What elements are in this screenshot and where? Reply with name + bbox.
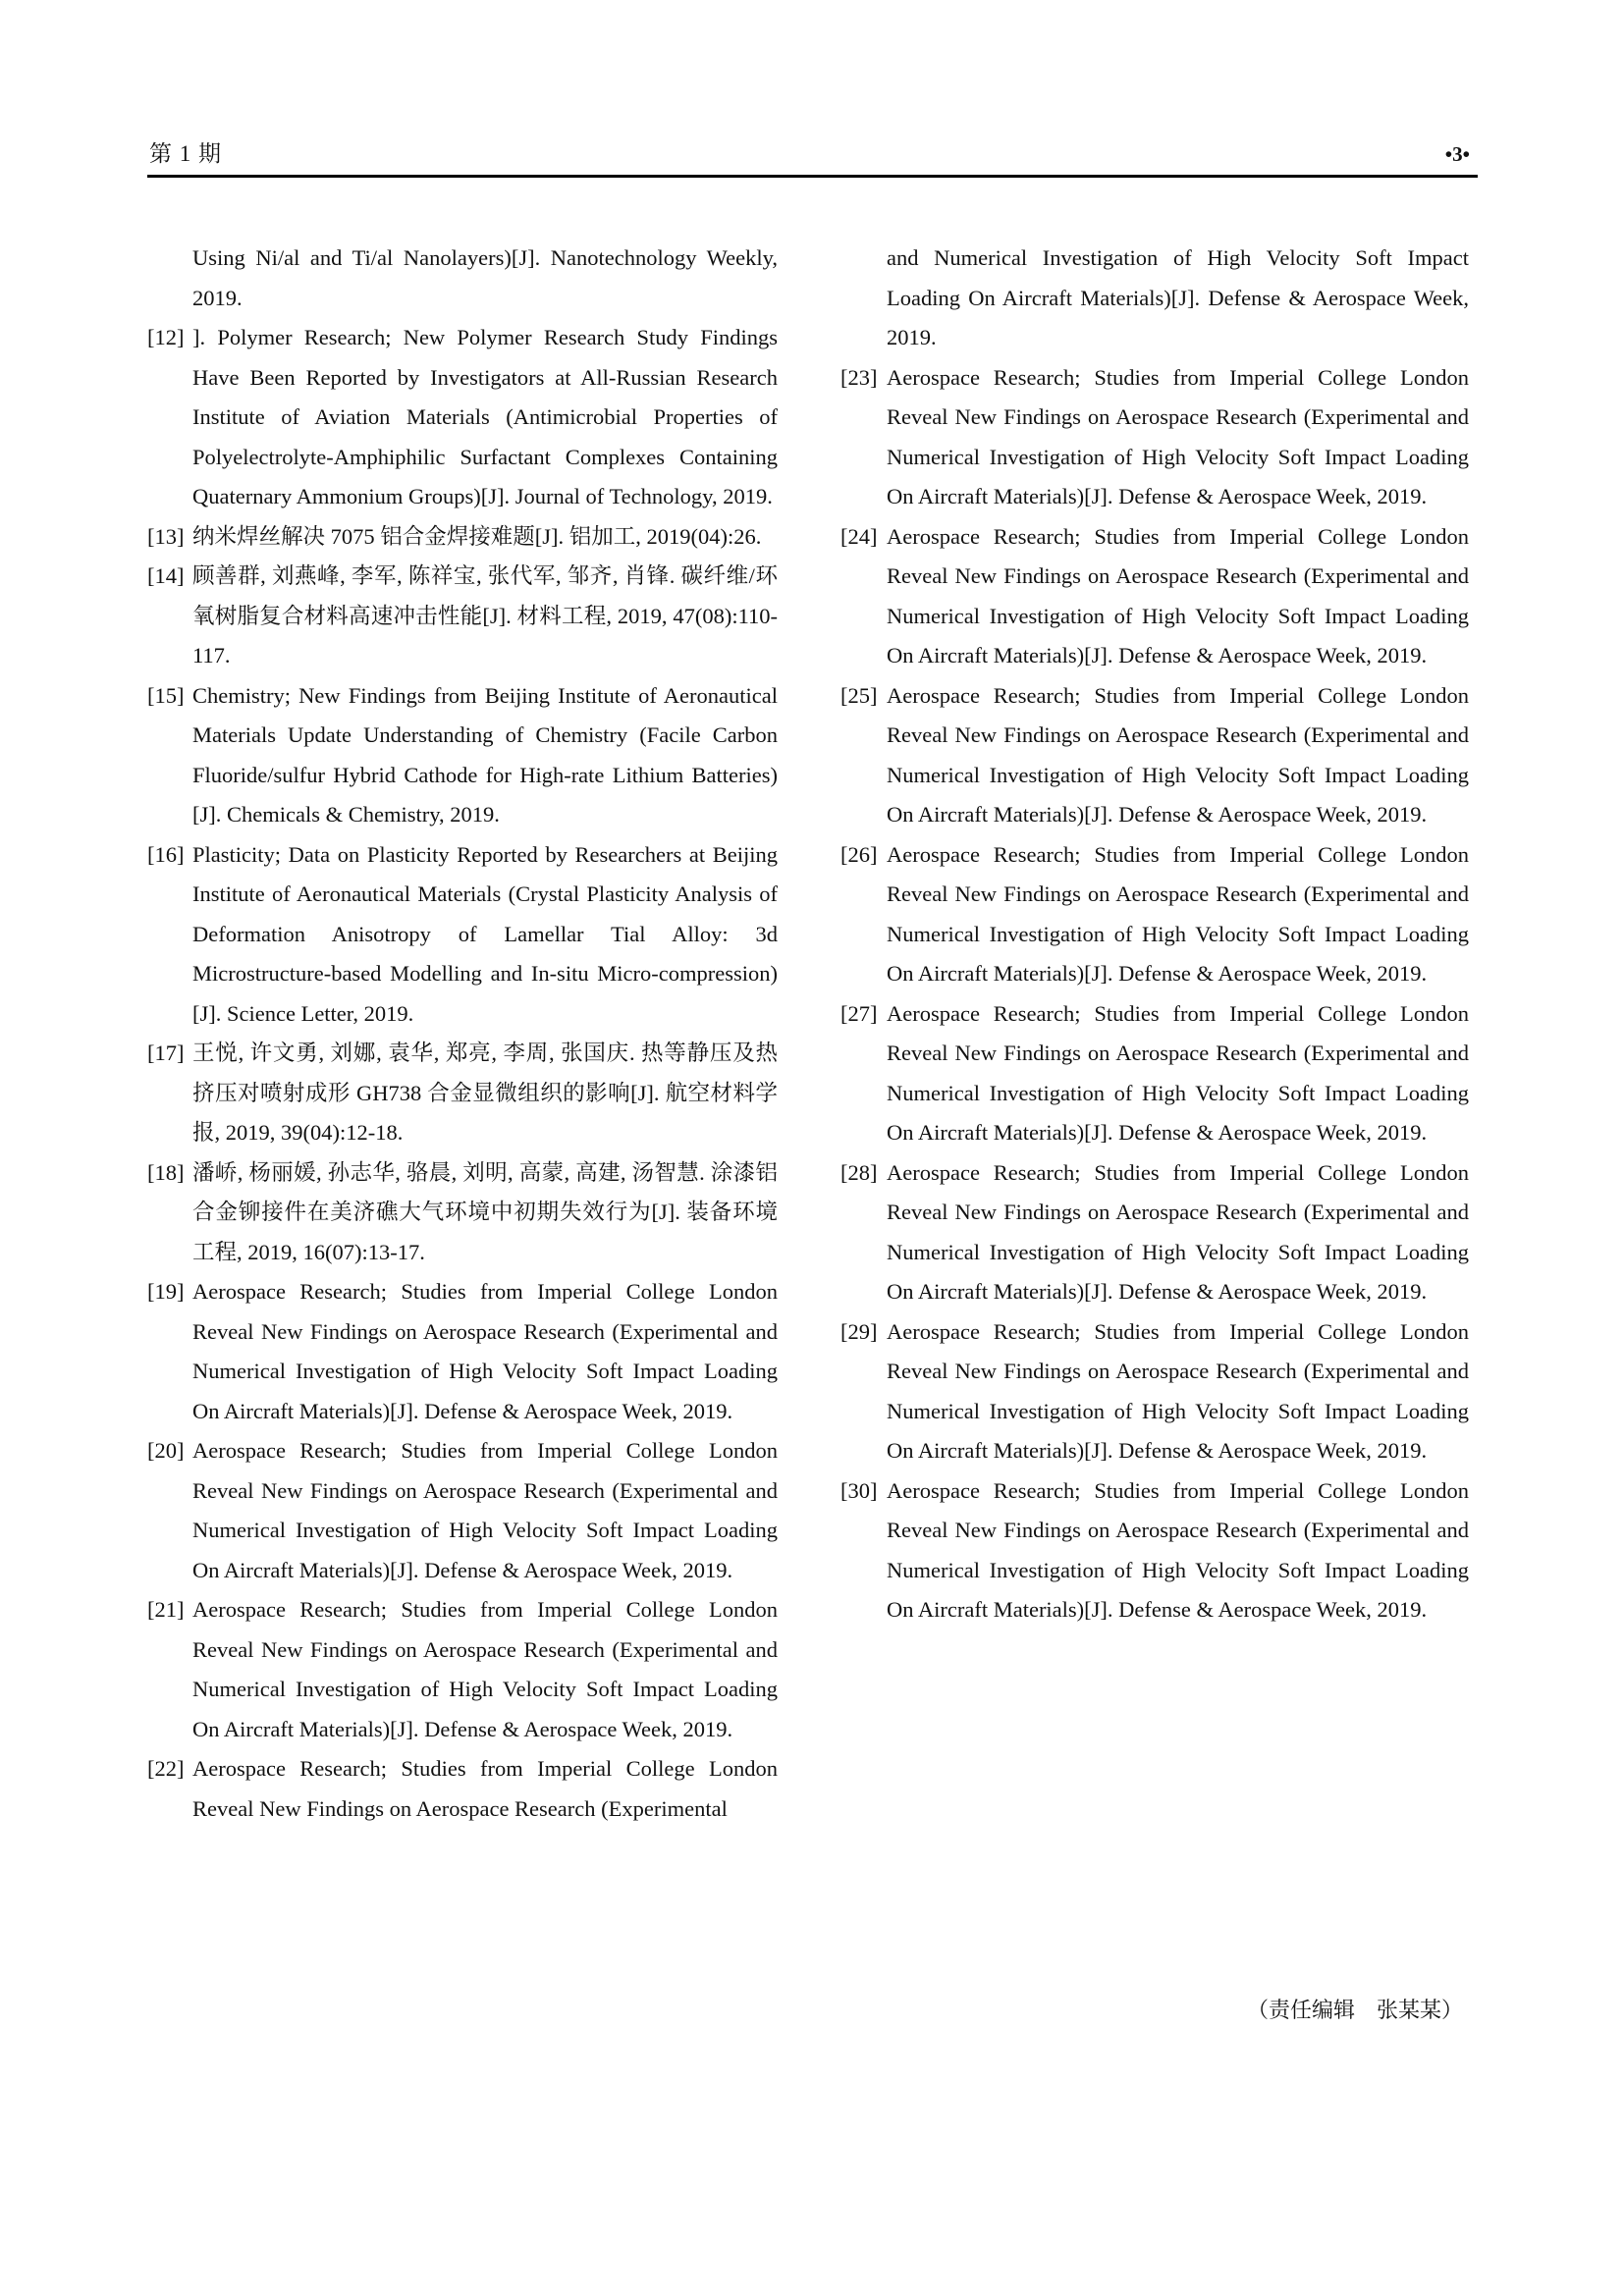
reference-item: [147, 1153, 778, 1273]
reference-number: [28]: [840, 1159, 878, 1185]
reference-text: Aerospace Research; Studies from Imperial College London Reveal New Findings on Aerospace Research (Experimental and Numerical Investigation of High Velocity Soft Impact Loading On Aircraft Materials)[J]. Defense & Aerospace Week, 2019.: [887, 523, 1469, 667]
reference-text: ]. Polymer Research; New Polymer Research Study Findings Have Been Reported by Investigators at All-Russian Research Institute of Aviation Materials (Antimicrobial Properties of Polyelectrolyte-Amphiphilic Surfactant Complexes Containing Quaternary Ammonium Groups)[J]. Journal of Technology, 2019.: [192, 325, 778, 508]
reference-number: [13]: [147, 523, 185, 549]
reference-number: [26]: [840, 841, 878, 867]
reference-item: [840, 835, 1469, 994]
running-header: [147, 134, 1478, 174]
reference-item: [147, 557, 778, 676]
reference-item: [147, 835, 778, 1035]
reference-list-left: [147, 318, 778, 1829]
reference-item: [147, 517, 778, 558]
page-number: •3•: [1444, 142, 1470, 166]
reference-item: [840, 1471, 1469, 1630]
reference-item: [840, 358, 1469, 517]
reference-number: [29]: [840, 1318, 878, 1344]
reference-number: [15]: [147, 682, 185, 708]
issue-label: 第 1 期: [149, 141, 222, 166]
reference-text: Aerospace Research; Studies from Imperial College London Reveal New Findings on Aerospace Research (Experimental: [192, 1756, 778, 1821]
reference-number: [16]: [147, 841, 185, 867]
reference-text: 潘峤, 杨丽媛, 孙志华, 骆晨, 刘明, 高蒙, 高建, 汤智慧. 涂漆铝合金铆接件在美济礁大气环境中初期失效行为[J]. 装备环境工程, 2019, 16(07):13-17.: [192, 1159, 778, 1264]
reference-continuation: [840, 239, 1469, 358]
reference-item: [147, 318, 778, 517]
reference-number: [25]: [840, 682, 878, 708]
reference-text: Aerospace Research; Studies from Imperial College London Reveal New Findings on Aerospace Research (Experimental and Numerical Investigation of High Velocity Soft Impact Loading On Aircraft Materials)[J]. Defense & Aerospace Week, 2019.: [192, 1597, 778, 1741]
reference-text: Aerospace Research; Studies from Imperial College London Reveal New Findings on Aerospace Research (Experimental and Numerical Investigation of High Velocity Soft Impact Loading On Aircraft Materials)[J]. Defense & Aerospace Week, 2019.: [887, 1318, 1469, 1463]
reference-text: 纳米焊丝解决 7075 铝合金焊接难题[J]. 铝加工, 2019(04):26.: [192, 523, 762, 549]
reference-number: [17]: [147, 1041, 185, 1065]
reference-item: [840, 994, 1469, 1153]
references-right-column: [840, 239, 1469, 1630]
reference-text: Plasticity; Data on Plasticity Reported by Researchers at Beijing Institute of Aeronautical Materials (Crystal Plasticity Analysis of Deformation Anisotropy of Lamellar Tial Alloy: 3d Microstructure-based Modelling and In-situ Micro-compression)[J]. Science Letter, 2019.: [192, 841, 778, 1026]
reference-item: [147, 1034, 778, 1153]
header-rule: [147, 175, 1478, 178]
reference-item: [840, 1312, 1469, 1471]
reference-number: [23]: [840, 364, 878, 390]
reference-item: [147, 1749, 778, 1829]
reference-text: Aerospace Research; Studies from Imperial College London Reveal New Findings on Aerospace Research (Experimental and Numerical Investigation of High Velocity Soft Impact Loading On Aircraft Materials)[J]. Defense & Aerospace Week, 2019.: [887, 1000, 1469, 1145]
reference-item: [840, 676, 1469, 835]
reference-item: [147, 676, 778, 835]
reference-text: and Numerical Investigation of High Velocity Soft Impact Loading On Aircraft Materials)[J]. Defense & Aerospace Week, 2019.: [887, 245, 1469, 349]
reference-number: [20]: [147, 1438, 185, 1463]
reference-text: 顾善群, 刘燕峰, 李军, 陈祥宝, 张代军, 邹齐, 肖锋. 碳纤维/环氧树脂复合材料高速冲击性能[J]. 材料工程, 2019, 47(08):110-117.: [192, 563, 778, 667]
reference-item: [840, 517, 1469, 676]
reference-number: [24]: [840, 523, 878, 549]
reference-number: [30]: [840, 1477, 878, 1503]
reference-item: [147, 1431, 778, 1590]
reference-number: [12]: [147, 325, 185, 349]
reference-continuation: [147, 239, 778, 318]
reference-text: Aerospace Research; Studies from Imperial College London Reveal New Findings on Aerospace Research (Experimental and Numerical Investigation of High Velocity Soft Impact Loading On Aircraft Materials)[J]. Defense & Aerospace Week, 2019.: [887, 682, 1469, 827]
reference-number: [14]: [147, 563, 185, 588]
reference-text: Aerospace Research; Studies from Imperial College London Reveal New Findings on Aerospace Research (Experimental and Numerical Investigation of High Velocity Soft Impact Loading On Aircraft Materials)[J]. Defense & Aerospace Week, 2019.: [887, 841, 1469, 986]
reference-number: [19]: [147, 1279, 185, 1304]
reference-number: [21]: [147, 1597, 185, 1622]
reference-text: Aerospace Research; Studies from Imperial College London Reveal New Findings on Aerospace Research (Experimental and Numerical Investigation of High Velocity Soft Impact Loading On Aircraft Materials)[J]. Defense & Aerospace Week, 2019.: [192, 1279, 778, 1423]
reference-item: [147, 1590, 778, 1749]
reference-text: Aerospace Research; Studies from Imperial College London Reveal New Findings on Aerospace Research (Experimental and Numerical Investigation of High Velocity Soft Impact Loading On Aircraft Materials)[J]. Defense & Aerospace Week, 2019.: [887, 1159, 1469, 1304]
reference-text: Aerospace Research; Studies from Imperial College London Reveal New Findings on Aerospace Research (Experimental and Numerical Investigation of High Velocity Soft Impact Loading On Aircraft Materials)[J]. Defense & Aerospace Week, 2019.: [192, 1438, 778, 1582]
reference-text: Aerospace Research; Studies from Imperial College London Reveal New Findings on Aerospace Research (Experimental and Numerical Investigation of High Velocity Soft Impact Loading On Aircraft Materials)[J]. Defense & Aerospace Week, 2019.: [887, 364, 1469, 508]
reference-list-right: [840, 358, 1469, 1630]
reference-item: [147, 1272, 778, 1431]
reference-text: Using Ni/al and Ti/al Nanolayers)[J]. Nanotechnology Weekly, 2019.: [192, 245, 778, 310]
reference-text: Aerospace Research; Studies from Imperial College London Reveal New Findings on Aerospace Research (Experimental and Numerical Investigation of High Velocity Soft Impact Loading On Aircraft Materials)[J]. Defense & Aerospace Week, 2019.: [887, 1477, 1469, 1622]
reference-text: 王悦, 许文勇, 刘娜, 袁华, 郑亮, 李周, 张国庆. 热等静压及热挤压对喷射成形 GH738 合金显微组织的影响[J]. 航空材料学报, 2019, 39(04):12-18.: [192, 1041, 778, 1145]
reference-text: Chemistry; New Findings from Beijing Institute of Aeronautical Materials Update Understanding of Chemistry (Facile Carbon Fluoride/sulfur Hybrid Cathode for High-rate Lithium Batteries)[J]. Chemicals & Chemistry, 2019.: [192, 682, 778, 827]
reference-number: [27]: [840, 1000, 878, 1026]
reference-number: [22]: [147, 1756, 185, 1781]
responsible-editor-note: （责任编辑 张某某）: [1247, 1998, 1464, 2022]
reference-number: [18]: [147, 1159, 185, 1185]
reference-item: [840, 1153, 1469, 1312]
references-left-column: [147, 239, 778, 1829]
